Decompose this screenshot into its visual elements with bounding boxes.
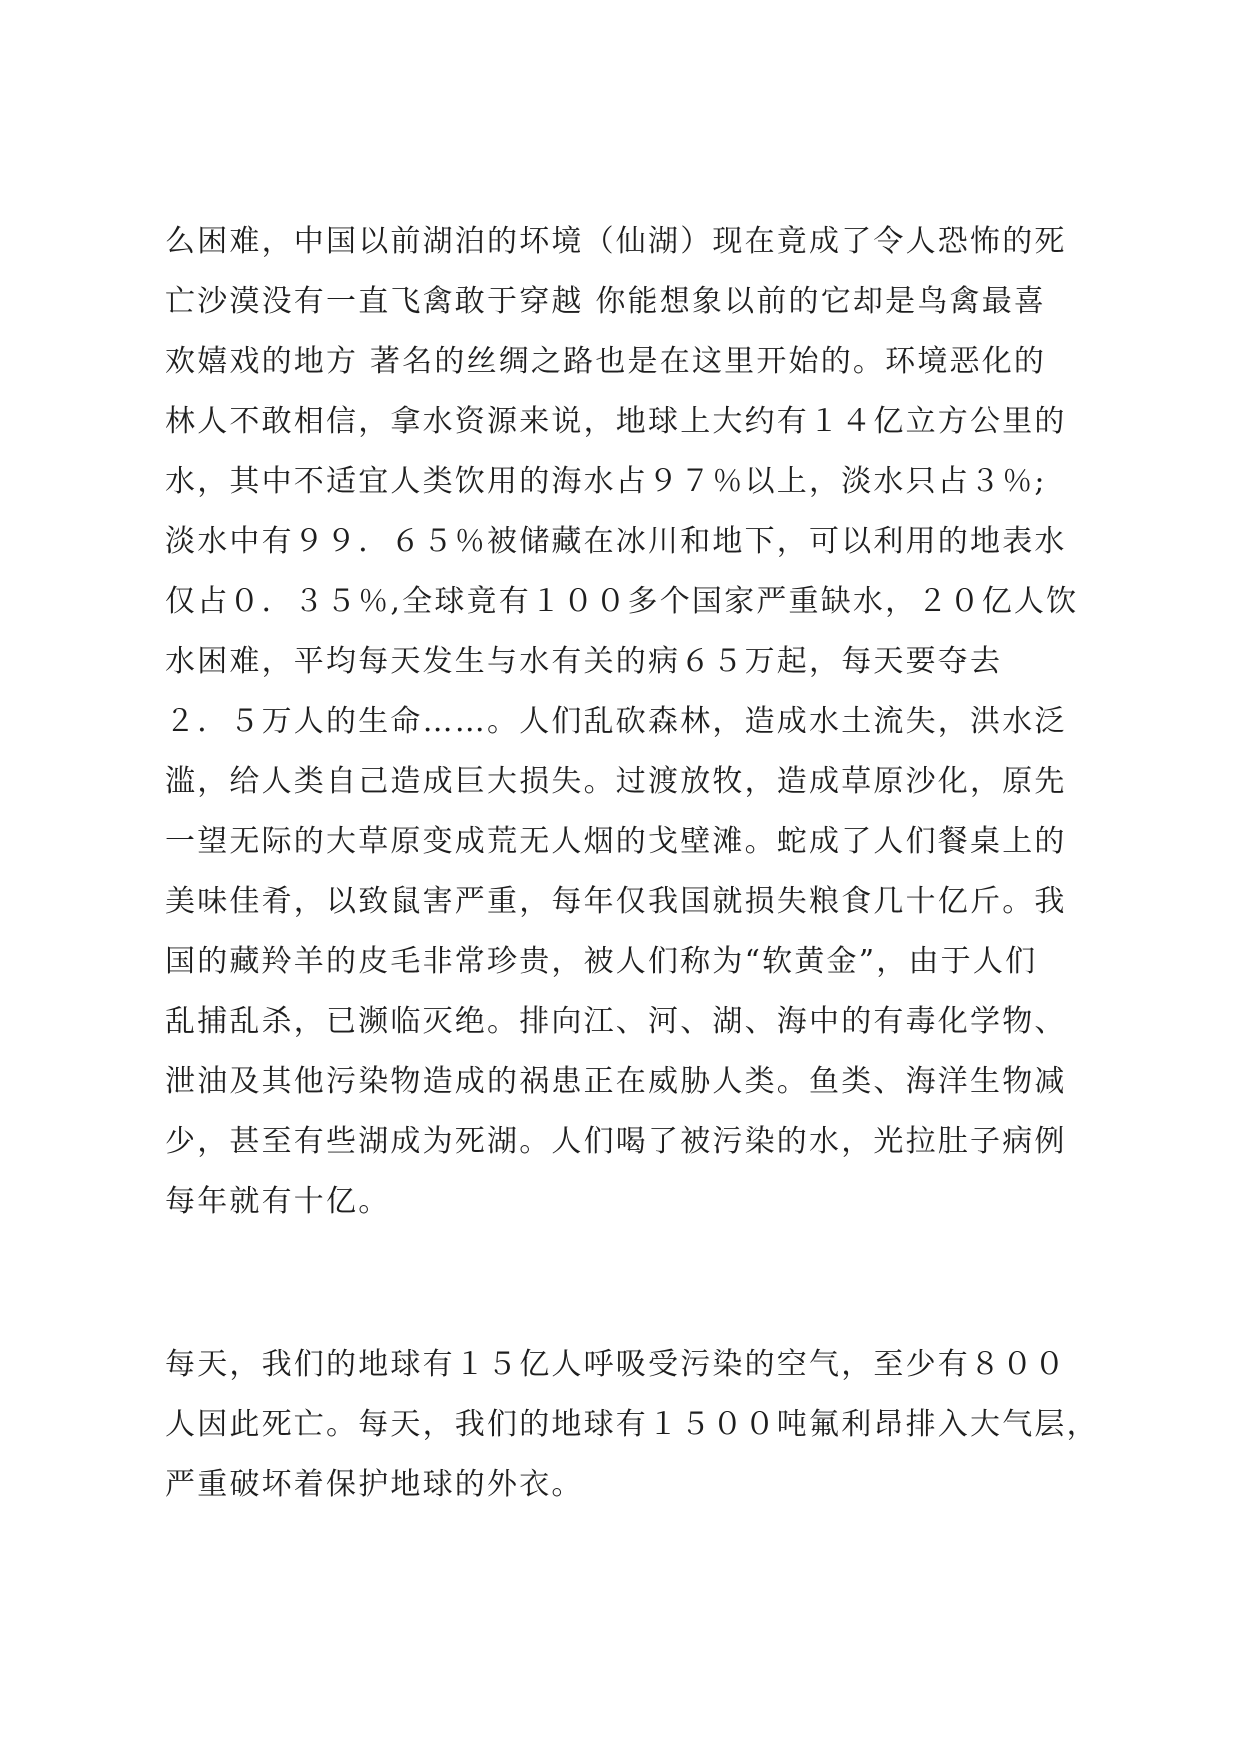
paragraph-1 <box>165 212 1105 1232</box>
text-line: ２．５万人的生命……。人们乱砍森林，造成水土流失，洪水泛 <box>165 704 1067 739</box>
text-line: 一望无际的大草原变成荒无人烟的戈壁滩。蛇成了人们餐桌上的 <box>165 824 1067 859</box>
text-line: 林人不敢相信，拿水资源来说，地球上大约有１４亿立方公里的 <box>165 404 1067 439</box>
text-line: 淡水中有９９．６５％被储藏在冰川和地下，可以利用的地表水 <box>165 524 1067 559</box>
text-line: 人因此死亡。每天，我们的地球有１５００吨氟利昂排入大气层， <box>165 1407 1099 1442</box>
text-line: 乱捕乱杀，已濒临灭绝。排向江、河、湖、海中的有毒化学物、 <box>165 1004 1067 1039</box>
text-line: 国的藏羚羊的皮毛非常珍贵，被人们称为“软黄金”，由于人们 <box>165 944 1038 979</box>
text-line: 仅占０．３５％,全球竟有１００多个国家严重缺水，２０亿人饮 <box>165 584 1079 619</box>
paragraph-2 <box>165 1335 1105 1515</box>
text-line: 每年就有十亿。 <box>165 1184 391 1219</box>
text-line: 美味佳肴，以致鼠害严重，每年仅我国就损失粮食几十亿斤。我 <box>165 884 1067 919</box>
text-line: 欢嬉戏的地方 著名的丝绸之路也是在这里开始的。环境恶化的 <box>165 344 1047 379</box>
text-line: 每天，我们的地球有１５亿人呼吸受污染的空气，至少有８００ <box>165 1347 1067 1382</box>
text-line: 水困难，平均每天发生与水有关的病６５万起，每天要夺去 <box>165 644 1003 679</box>
text-line: 亡沙漠没有一直飞禽敢于穿越 你能想象以前的它却是鸟禽最喜 <box>165 284 1047 319</box>
text-line: 严重破坏着保护地球的外衣。 <box>165 1467 584 1502</box>
text-line: 泄油及其他污染物造成的祸患正在威胁人类。鱼类、海洋生物减 <box>165 1064 1067 1099</box>
text-line: 滥，给人类自己造成巨大损失。过渡放牧，造成草原沙化，原先 <box>165 764 1067 799</box>
text-line: 水，其中不适宜人类饮用的海水占９７％以上，淡水只占３％; <box>165 464 1047 499</box>
text-line: 么困难，中国以前湖泊的坏境（仙湖）现在竟成了令人恐怖的死 <box>165 224 1067 259</box>
text-line: 少，甚至有些湖成为死湖。人们喝了被污染的水，光拉肚子病例 <box>165 1124 1067 1159</box>
